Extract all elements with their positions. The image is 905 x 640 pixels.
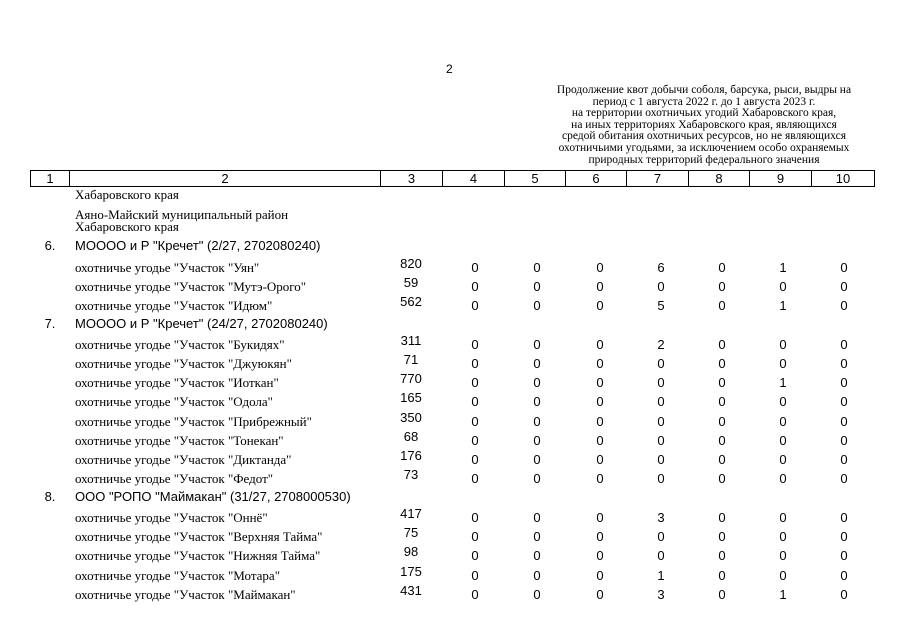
table-row <box>0 373 905 392</box>
quota-value: 0 <box>779 510 787 525</box>
quota-value: 0 <box>471 529 479 544</box>
row-number: 6. <box>44 238 56 253</box>
region-row <box>0 187 905 206</box>
column-header: 2 <box>70 171 381 186</box>
table-row <box>0 431 905 450</box>
quota-value: 0 <box>657 529 665 544</box>
quota-value: 0 <box>533 568 541 583</box>
quota-value: 0 <box>533 510 541 525</box>
table-row <box>0 335 905 354</box>
quota-value: 0 <box>718 568 726 583</box>
quota-value: 0 <box>718 279 726 294</box>
table-header-row <box>30 170 875 187</box>
area-value: 71 <box>403 352 419 367</box>
quota-value: 3 <box>657 587 665 602</box>
table-row <box>0 546 905 565</box>
hunting-ground-name: охотничье угодье "Участок "Федот" <box>75 471 274 486</box>
quota-value: 0 <box>718 375 726 390</box>
quota-value: 0 <box>596 279 604 294</box>
quota-value: 0 <box>718 356 726 371</box>
quota-value: 0 <box>471 337 479 352</box>
heading-line: Продолжение квот добычи соболя, барсука, рыси, выдры на <box>556 84 852 96</box>
table-row <box>0 392 905 411</box>
quota-value: 0 <box>533 279 541 294</box>
quota-value: 1 <box>779 375 787 390</box>
table-row <box>0 277 905 296</box>
area-value: 770 <box>400 371 422 386</box>
quota-value: 0 <box>657 394 665 409</box>
table-row <box>0 354 905 373</box>
quota-value: 0 <box>718 471 726 486</box>
quota-value: 0 <box>657 279 665 294</box>
hunting-ground-name: охотничье угодье "Участок "Оннё" <box>75 510 268 525</box>
quota-value: 0 <box>840 298 848 313</box>
quota-value: 0 <box>471 587 479 602</box>
hunting-ground-name: охотничье угодье "Участок "Мотара" <box>75 568 281 583</box>
organization-name: МОООО и Р "Кречет" (2/27, 2702080240) <box>75 238 321 253</box>
quota-value: 0 <box>471 452 479 467</box>
quota-value: 0 <box>657 548 665 563</box>
quota-value: 0 <box>718 510 726 525</box>
quota-value: 0 <box>840 587 848 602</box>
quota-value: 0 <box>471 260 479 275</box>
quota-value: 0 <box>840 568 848 583</box>
quota-value: 0 <box>471 471 479 486</box>
quota-value: 0 <box>471 356 479 371</box>
quota-value: 0 <box>471 375 479 390</box>
quota-value: 5 <box>657 298 665 313</box>
heading-line: период с 1 августа 2022 г. до 1 августа 2023 г. <box>592 95 816 108</box>
quota-value: 1 <box>779 260 787 275</box>
row-number: 7. <box>44 316 56 331</box>
quota-value: 0 <box>471 433 479 448</box>
organization-row <box>0 316 905 335</box>
organization-row <box>0 489 905 508</box>
hunting-ground-name: охотничье угодье "Участок "Идюм" <box>75 298 273 313</box>
quota-value: 0 <box>596 298 604 313</box>
hunting-ground-name: охотничье угодье "Участок "Диктанда" <box>75 452 292 467</box>
quota-value: 0 <box>596 433 604 448</box>
quota-value: 1 <box>657 568 665 583</box>
quota-value: 0 <box>840 548 848 563</box>
quota-value: 0 <box>779 452 787 467</box>
region-label: Хабаровского края <box>75 187 179 202</box>
quota-value: 0 <box>779 471 787 486</box>
quota-value: 0 <box>840 471 848 486</box>
hunting-ground-name: охотничье угодье "Участок "Мутэ-Орого" <box>75 279 307 294</box>
quota-value: 0 <box>840 375 848 390</box>
quota-value: 0 <box>533 298 541 313</box>
quota-value: 0 <box>596 510 604 525</box>
hunting-ground-name: охотничье угодье "Участок "Верхняя Тайма" <box>75 529 323 544</box>
quota-value: 0 <box>779 394 787 409</box>
hunting-ground-name: охотничье угодье "Участок "Одола" <box>75 394 273 409</box>
quota-value: 0 <box>533 587 541 602</box>
quota-value: 0 <box>596 471 604 486</box>
quota-value: 0 <box>840 337 848 352</box>
hunting-ground-name: охотничье угодье "Участок "Тонекан" <box>75 433 284 448</box>
area-value: 431 <box>400 583 422 598</box>
hunting-ground-name: охотничье угодье "Участок "Уян" <box>75 260 260 275</box>
quota-value: 0 <box>596 452 604 467</box>
quota-value: 0 <box>596 260 604 275</box>
table-row <box>0 527 905 546</box>
district-label: Хабаровского края <box>75 219 179 234</box>
quota-value: 0 <box>596 375 604 390</box>
quota-value: 0 <box>533 260 541 275</box>
column-header: 1 <box>31 171 70 186</box>
quota-value: 0 <box>596 337 604 352</box>
heading-line: природных территорий федерального значения <box>588 153 820 166</box>
column-header: 3 <box>381 171 443 186</box>
quota-value: 0 <box>533 414 541 429</box>
column-header: 10 <box>835 171 851 186</box>
quota-value: 0 <box>840 279 848 294</box>
area-value: 175 <box>400 564 422 579</box>
quota-value: 0 <box>533 433 541 448</box>
organization-row <box>0 238 905 257</box>
quota-value: 0 <box>779 337 787 352</box>
quota-value: 0 <box>471 298 479 313</box>
quota-value: 0 <box>718 260 726 275</box>
quota-value: 0 <box>779 529 787 544</box>
quota-value: 0 <box>533 548 541 563</box>
table-row <box>0 412 905 431</box>
quota-value: 2 <box>657 337 665 352</box>
quota-value: 0 <box>779 433 787 448</box>
quota-value: 0 <box>779 548 787 563</box>
quota-value: 0 <box>779 568 787 583</box>
hunting-ground-name: охотничье угодье "Участок "Прибрежный" <box>75 414 312 429</box>
quota-value: 0 <box>533 452 541 467</box>
organization-name: ООО "РОПО "Маймакан" (31/27, 2708000530) <box>75 489 351 504</box>
quota-value: 0 <box>533 375 541 390</box>
quota-value: 0 <box>718 587 726 602</box>
quota-value: 0 <box>596 394 604 409</box>
quota-value: 3 <box>657 510 665 525</box>
quota-value: 1 <box>779 298 787 313</box>
quota-value: 0 <box>657 452 665 467</box>
heading-line: средой обитания охотничьих ресурсов, но не являющихся <box>561 130 846 143</box>
quota-value: 0 <box>471 568 479 583</box>
hunting-ground-name: охотничье угодье "Участок "Букидях" <box>75 337 285 352</box>
row-number: 8. <box>44 489 56 504</box>
hunting-ground-name: охотничье угодье "Участок "Джуюкян" <box>75 356 292 371</box>
quota-value: 0 <box>840 529 848 544</box>
page-number: 2 <box>446 62 453 76</box>
quota-value: 0 <box>718 529 726 544</box>
area-value: 176 <box>400 448 422 463</box>
quota-value: 0 <box>471 394 479 409</box>
heading-line: охотничьими угодьями, за исключением особо охраняемых <box>558 141 850 154</box>
column-header: 8 <box>689 171 750 186</box>
quota-value: 0 <box>533 471 541 486</box>
heading-line: на территории охотничьих угодий Хабаровского края, <box>571 107 837 120</box>
column-header: 9 <box>750 171 812 186</box>
quota-value: 0 <box>533 394 541 409</box>
area-value: 165 <box>400 390 422 405</box>
quota-value: 0 <box>718 337 726 352</box>
area-value: 350 <box>400 410 422 425</box>
area-value: 820 <box>400 256 422 271</box>
quota-value: 0 <box>718 548 726 563</box>
table-row <box>0 450 905 469</box>
table-row <box>0 469 905 488</box>
quota-value: 0 <box>657 375 665 390</box>
area-value: 311 <box>400 333 422 348</box>
table-row <box>0 296 905 315</box>
quota-value: 0 <box>596 548 604 563</box>
quota-value: 0 <box>718 298 726 313</box>
area-value: 417 <box>400 506 422 521</box>
area-value: 562 <box>400 294 422 309</box>
quota-value: 0 <box>718 433 726 448</box>
table-row <box>0 566 905 585</box>
quota-value: 0 <box>779 356 787 371</box>
column-header: 4 <box>443 171 505 186</box>
quota-value: 0 <box>471 414 479 429</box>
quota-value: 0 <box>840 414 848 429</box>
table-heading <box>530 85 878 166</box>
quota-value: 0 <box>840 452 848 467</box>
quota-value: 0 <box>840 356 848 371</box>
area-value: 98 <box>403 544 419 559</box>
quota-value: 0 <box>533 529 541 544</box>
quota-value: 0 <box>840 260 848 275</box>
quota-value: 0 <box>718 394 726 409</box>
area-value: 73 <box>403 467 419 482</box>
quota-value: 0 <box>596 568 604 583</box>
quota-value: 0 <box>471 548 479 563</box>
hunting-ground-name: охотничье угодье "Участок "Нижняя Тайма" <box>75 548 321 563</box>
quota-value: 0 <box>718 414 726 429</box>
district-row <box>0 207 905 234</box>
column-header: 6 <box>566 171 627 186</box>
quota-value: 0 <box>657 414 665 429</box>
hunting-ground-name: охотничье угодье "Участок "Иоткан" <box>75 375 279 390</box>
column-header: 5 <box>505 171 566 186</box>
quota-value: 0 <box>840 394 848 409</box>
quota-value: 0 <box>840 510 848 525</box>
table-row <box>0 258 905 277</box>
district-label: Аяно-Майский муниципальный район <box>75 207 289 222</box>
quota-value: 6 <box>657 260 665 275</box>
quota-value: 0 <box>840 433 848 448</box>
quota-value: 0 <box>471 279 479 294</box>
quota-value: 0 <box>657 356 665 371</box>
hunting-ground-name: охотничье угодье "Участок "Маймакан" <box>75 587 296 602</box>
quota-value: 0 <box>657 471 665 486</box>
heading-line: на иных территориях Хабаровского края, являющихся <box>571 118 837 131</box>
table-row <box>0 508 905 527</box>
area-value: 68 <box>403 429 419 444</box>
quota-value: 0 <box>596 529 604 544</box>
quota-value: 0 <box>779 414 787 429</box>
quota-value: 0 <box>596 587 604 602</box>
organization-name: МОООО и Р "Кречет" (24/27, 2702080240) <box>75 316 328 331</box>
quota-value: 0 <box>471 510 479 525</box>
quota-value: 0 <box>596 414 604 429</box>
quota-value: 1 <box>779 587 787 602</box>
table-row <box>0 585 905 604</box>
quota-value: 0 <box>779 279 787 294</box>
quota-value: 0 <box>657 433 665 448</box>
quota-value: 0 <box>533 356 541 371</box>
quota-value: 0 <box>718 452 726 467</box>
area-value: 59 <box>403 275 419 290</box>
quota-value: 0 <box>596 356 604 371</box>
quota-value: 0 <box>533 337 541 352</box>
area-value: 75 <box>403 525 419 540</box>
column-header: 7 <box>627 171 689 186</box>
